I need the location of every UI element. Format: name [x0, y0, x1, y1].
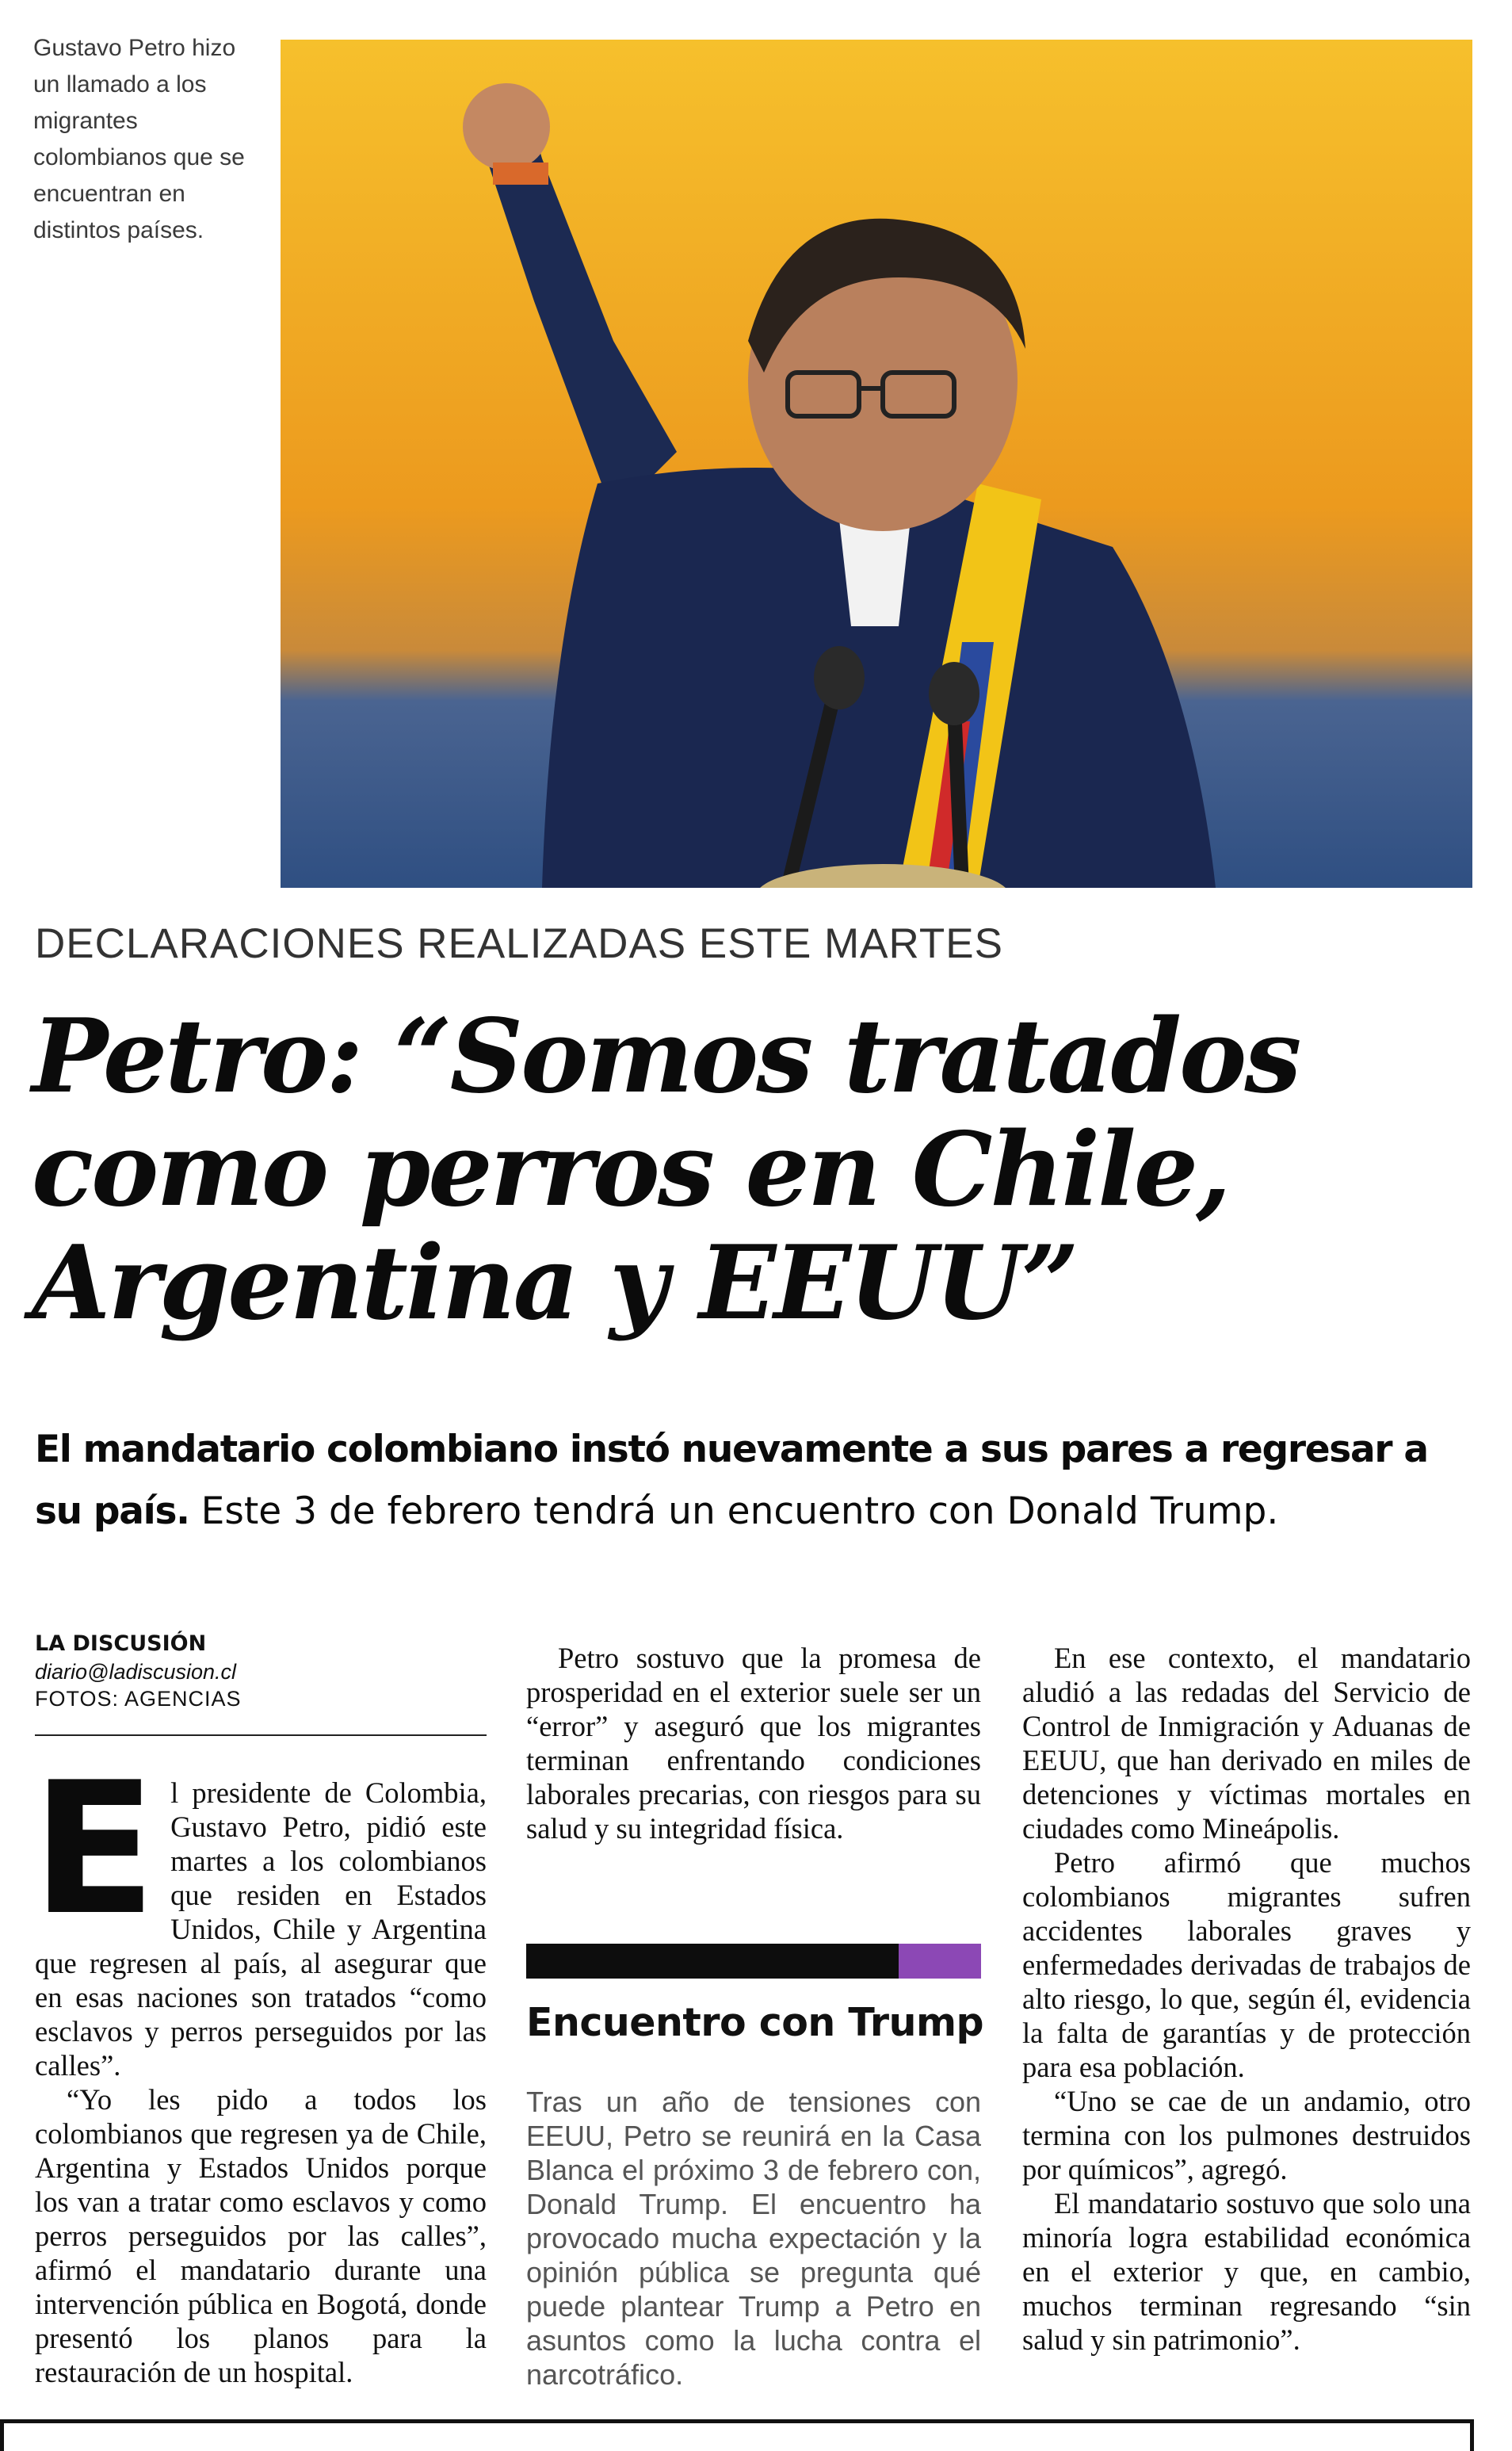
article-photo: [281, 40, 1472, 888]
petro-photo-illustration: [281, 40, 1472, 888]
article-column-1: [32, 1744, 487, 2389]
paragraph-text: l presidente de Colombia, Gustavo Petro, pidió este martes a los colombianos que residen en Estados Unidos, Chile y Argentina que regresen al país, al asegurar que en esas naciones son tratados “como esclavos y perros perseguidos por las calles”.: [35, 1776, 487, 2082]
headline-line-2: como perros en Chile,: [32, 1111, 1229, 1229]
deck: [35, 1419, 1485, 1543]
paragraph: “Yo les pido a todos los colombianos que regresen ya de Chile, Argentina y Estados Unidos porque los van a tratar como esclavos y como perros perseguidos por las calles”, afirmó el mandatario durante una intervención pública en Bogotá, donde presentó los planos para la restauración de un hospital.: [35, 2083, 487, 2388]
byline-email: diario@ladiscusion.cl: [35, 1660, 237, 1684]
paragraph: En ese contexto, el mandatario aludió a las redadas del Servicio de Control de Inmigración y Aduanas de EEUU, que han derivado en miles de detenciones y víctimas mortales en ciudades como Mineápolis.: [1022, 1642, 1471, 1845]
paragraph: [32, 1744, 487, 2082]
deck-bold: El mandatario colombiano instó nuevamente a sus pares a regresar a su país.: [35, 1428, 1428, 1533]
article-column-2: [526, 1641, 981, 1845]
sidebar-bar: [526, 1944, 899, 1979]
kicker: DECLARACIONES REALIZADAS ESTE MARTES: [35, 920, 1003, 967]
article-column-3: [1022, 1641, 1471, 2357]
headline-line-3: Argentina y EEUU”: [32, 1224, 1077, 1343]
paragraph: Petro sostuvo que la promesa de prosperidad en el exterior suele ser un “error” y aseguró que los migrantes terminan enfrentando condiciones laborales precarias, con riesgos para su salud y su integridad física.: [526, 1642, 981, 1845]
paragraph: “Uno se cae de un andamio, otro termina con los pulmones destruidos por químicos”, agregó.: [1022, 2085, 1471, 2185]
byline-divider: [35, 1734, 487, 1736]
byline-photo-credit: FOTOS: AGENCIAS: [35, 1687, 242, 1711]
headline: [32, 997, 1490, 1343]
sidebar-title: Encuentro con Trump: [526, 2000, 984, 2045]
drop-cap: E: [32, 1744, 157, 1956]
paragraph: Petro afirmó que muchos colombianos migrantes sufren accidentes laborales graves y enfermedades derivadas de trabajos de alto riesgo, lo que, según él, evidencia la falta de garantías y de protección para esa población.: [1022, 1846, 1471, 2083]
byline: [35, 1630, 487, 1712]
bottom-border: [0, 2419, 1474, 2451]
deck-plain: Este 3 de febrero tendrá un encuentro con Donald Trump.: [189, 1489, 1279, 1533]
byline-org: LA DISCUSIÓN: [35, 1631, 207, 1656]
sidebar-text: Tras un año de tensiones con EEUU, Petro se reunirá en la Casa Blanca el próximo 3 de febrero con, Donald Trump. El encuentro ha provocado mucha expectación y la opinión pública se pregunta qué puede plantear Trump a Petro en asuntos como la lucha contra el narcotráfico.: [526, 2086, 981, 2391]
headline-line-1: Petro: “Somos tratados: [32, 997, 1300, 1116]
sidebar-accent: [899, 1944, 981, 1979]
paragraph: El mandatario sostuvo que solo una minoría logra estabilidad económica en el exterior y que, en cambio, muchos terminan regresando “sin salud y sin patrimonio”.: [1022, 2187, 1471, 2356]
photo-caption: Gustavo Petro hizo un llamado a los migrantes colombianos que se encuentran en distintos países.: [33, 35, 245, 243]
